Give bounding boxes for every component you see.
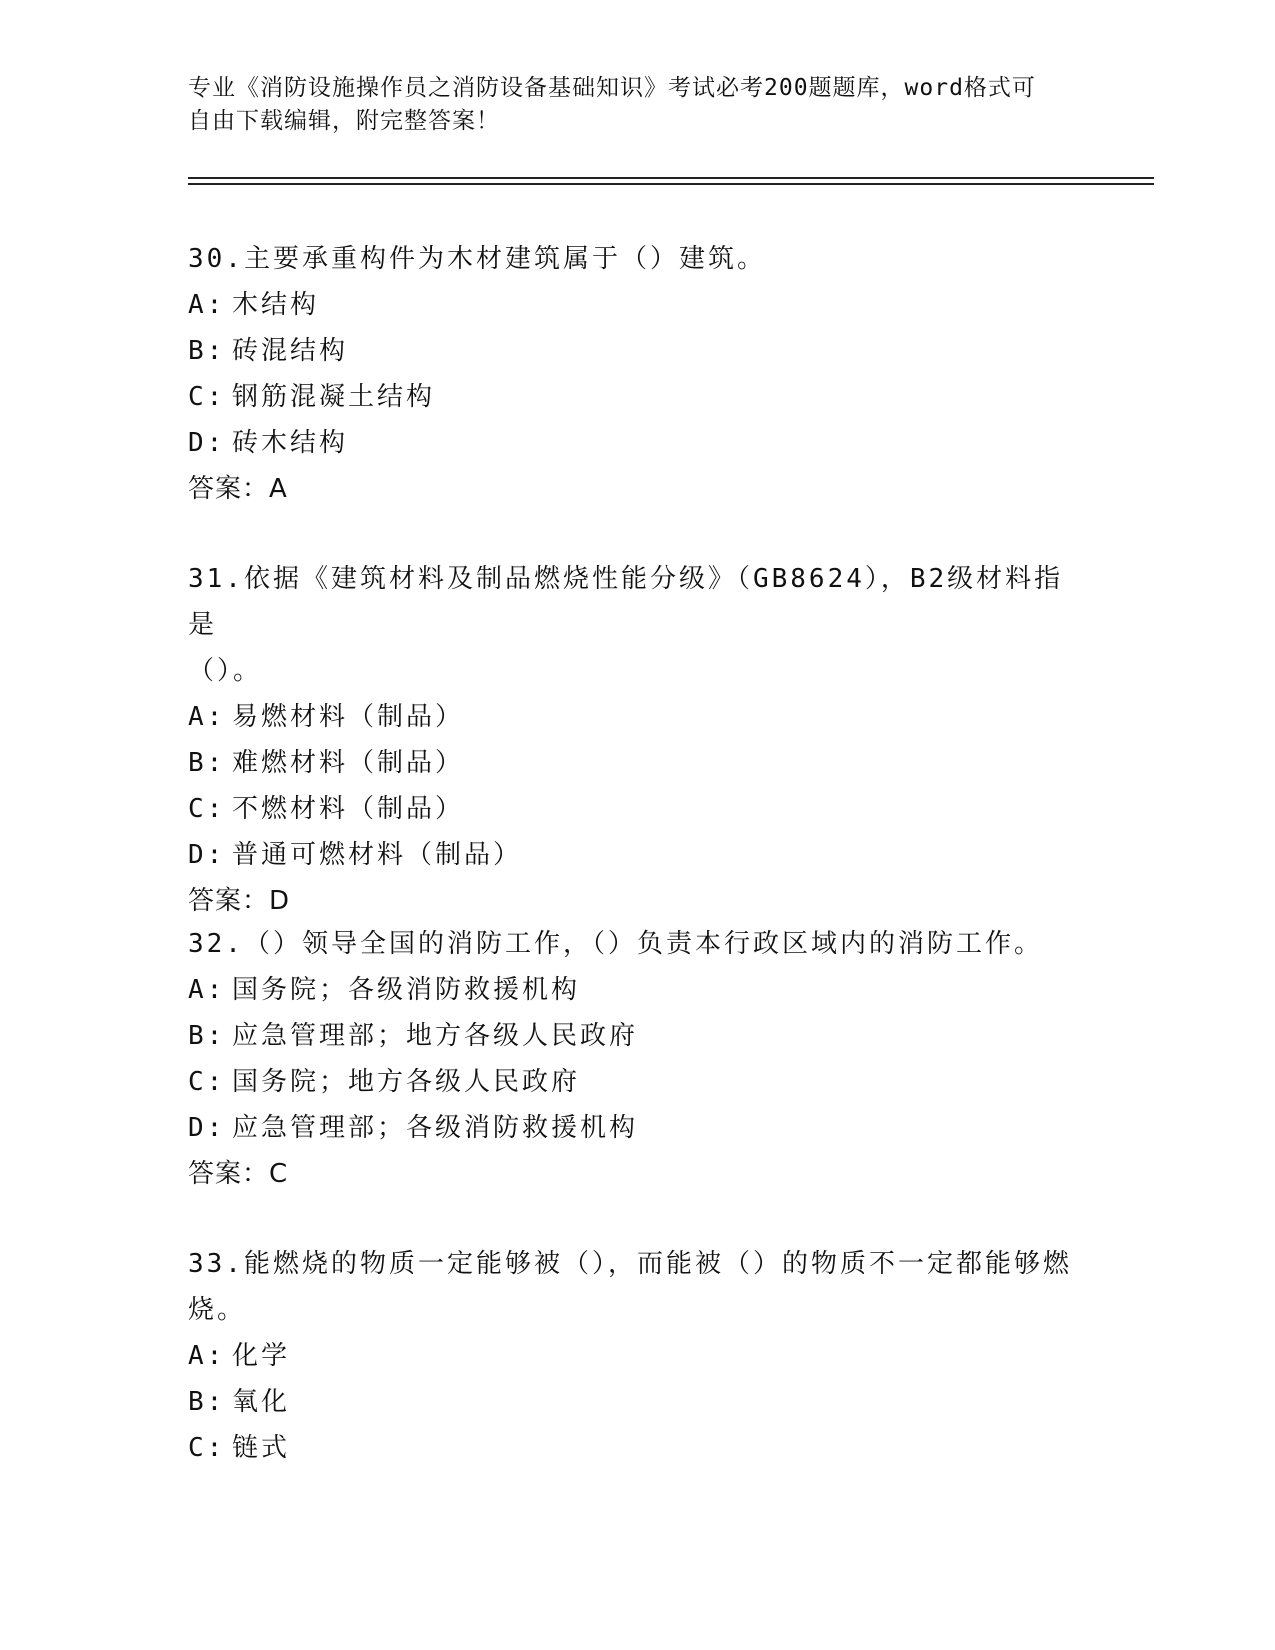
- question-text-line-1: 31.依据《建筑材料及制品燃烧性能分级》（GB8624），B2级材料指是: [188, 564, 1064, 640]
- option-a: [188, 1333, 1088, 1379]
- option-a: [188, 967, 1088, 1013]
- option-text: 应急管理部；各级消防救援机构: [232, 1113, 639, 1143]
- header-divider-top: [188, 177, 1154, 179]
- option-b: [188, 1013, 1088, 1059]
- option-c: [188, 374, 1088, 420]
- option-b: [188, 740, 1088, 786]
- question-33: [188, 1241, 1088, 1471]
- option-letter: C:: [188, 1067, 226, 1097]
- option-text: 难燃材料（制品）: [232, 748, 465, 778]
- question-32: [188, 921, 1088, 1197]
- question-text: 32.（）领导全国的消防工作，（）负责本行政区域内的消防工作。: [188, 929, 1043, 959]
- option-c: [188, 786, 1088, 832]
- document-header: [188, 72, 1088, 138]
- option-text: 国务院；各级消防救援机构: [232, 975, 581, 1005]
- option-b: [188, 328, 1088, 374]
- option-letter: D:: [188, 840, 226, 870]
- option-letter: D:: [188, 428, 226, 458]
- option-text: 化学: [232, 1341, 291, 1371]
- option-a: [188, 694, 1088, 740]
- option-text: 砖木结构: [232, 428, 349, 458]
- option-text: 砖混结构: [232, 336, 349, 366]
- option-a: [188, 282, 1088, 328]
- option-text: 应急管理部；地方各级人民政府: [232, 1021, 639, 1051]
- option-text: 链式: [232, 1433, 291, 1463]
- option-d: [188, 420, 1088, 466]
- option-letter: B:: [188, 1021, 226, 1051]
- header-divider-bottom: [188, 183, 1154, 185]
- option-b: [188, 1379, 1088, 1425]
- option-letter: A:: [188, 290, 226, 320]
- option-c: [188, 1059, 1088, 1105]
- question-31: [188, 556, 1088, 924]
- option-text: 不燃材料（制品）: [232, 794, 465, 824]
- answer-line: 答案：D: [188, 886, 291, 916]
- option-letter: A:: [188, 1341, 226, 1371]
- question-text: 30.主要承重构件为木材建筑属于（）建筑。: [188, 244, 766, 274]
- question-text-line-1: 33.能燃烧的物质一定能够被（），而能被（）的物质不一定都能够燃: [188, 1249, 1072, 1279]
- option-letter: C:: [188, 382, 226, 412]
- option-letter: C:: [188, 1433, 226, 1463]
- header-line-2: 自由下载编辑，附完整答案！: [188, 108, 500, 134]
- question-text-line-2: （）。: [188, 656, 263, 686]
- option-letter: B:: [188, 748, 226, 778]
- option-text: 木结构: [232, 290, 320, 320]
- option-c: [188, 1425, 1088, 1471]
- header-line-1: 专业《消防设施操作员之消防设备基础知识》考试必考200题题库，word格式可: [188, 75, 1036, 101]
- option-letter: A:: [188, 702, 226, 732]
- option-letter: B:: [188, 1387, 226, 1417]
- option-d: [188, 832, 1088, 878]
- question-30: [188, 236, 1088, 512]
- option-text: 国务院；地方各级人民政府: [232, 1067, 581, 1097]
- option-letter: A:: [188, 975, 226, 1005]
- option-letter: D:: [188, 1113, 226, 1143]
- option-text: 普通可燃材料（制品）: [232, 840, 523, 870]
- option-d: [188, 1105, 1088, 1151]
- answer-line: 答案：A: [188, 474, 288, 504]
- answer-line: 答案：C: [188, 1159, 289, 1189]
- question-text-line-2: 烧。: [188, 1295, 247, 1325]
- option-text: 氧化: [232, 1387, 291, 1417]
- option-text: 易燃材料（制品）: [232, 702, 465, 732]
- option-text: 钢筋混凝土结构: [232, 382, 436, 412]
- option-letter: C:: [188, 794, 226, 824]
- option-letter: B:: [188, 336, 226, 366]
